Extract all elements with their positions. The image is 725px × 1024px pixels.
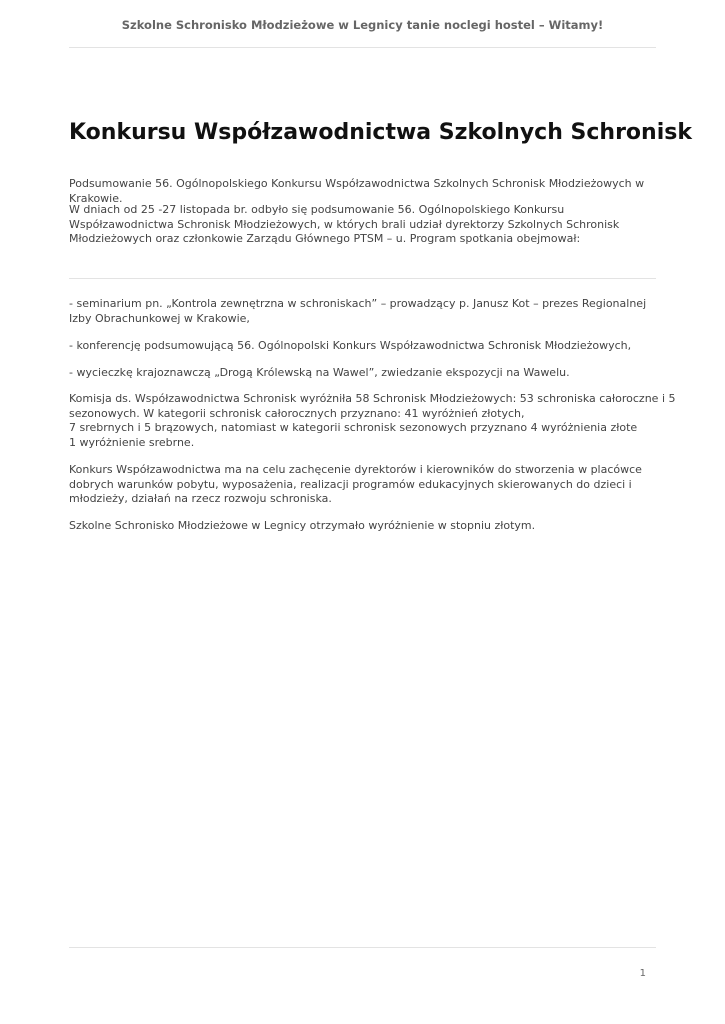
content-divider: [69, 278, 656, 279]
article-title: Konkursu Współzawodnictwa Szkolnych Schronisk: [69, 120, 692, 145]
program-item-seminar: - seminarium pn. „Kontrola zewnętrzna w schroniskach” – prowadzący p. Janusz Kot – prezes Regionalnej Izby Obrachunkowej w Krakowie,: [69, 297, 647, 325]
site-title-header: Szkolne Schronisko Młodzieżowe w Legnicy tanie noclegi hostel – Witamy!: [121, 18, 604, 32]
article-paragraph-program: W dniach od 25 -27 listopada br. odbyło się podsumowanie 56. Ogólnopolskiego Konkursu Współzawodnictwa Schronisk Młodzieżowych, w których brali udział dyrektorzy Szkolnych Schronisk Młodzieżowych oraz członkowie Zarządu Głównego PTSM – u. Program spotkania obejmował:: [69, 203, 620, 245]
commission-line: sezonowych. W kategorii schronisk całorocznych przyznano: 41 wyróżnień złotych,: [69, 406, 525, 420]
program-item-conference: - konferencję podsumowującą 56. Ogólnopolski Konkurs Współzawodnictwa Schronisk Młodzieżowych,: [69, 339, 632, 352]
header-divider: [69, 47, 656, 48]
article-intro: Podsumowanie 56. Ogólnopolskiego Konkursu Współzawodnictwa Szkolnych Schronisk Młodzieżowych w Krakowie.: [69, 177, 645, 205]
page-number: 1: [639, 968, 646, 979]
footer-divider: [69, 947, 656, 948]
commission-paragraph: [69, 392, 676, 450]
commission-line: 7 srebrnych i 5 brązowych, natomiast w kategorii schronisk sezonowych przyznano 4 wyróżnienia złote: [69, 421, 638, 434]
program-item-trip: - wycieczkę krajoznawczą „Drogą Królewską na Wawel”, zwiedzanie ekspozycji na Wawelu.: [69, 366, 570, 379]
award-result-paragraph: Szkolne Schronisko Młodzieżowe w Legnicy otrzymało wyróżnienie w stopniu złotym.: [69, 519, 536, 532]
commission-line: 1 wyróżnienie srebrne.: [69, 435, 195, 449]
commission-line: Komisja ds. Współzawodnictwa Schronisk wyróżniła 58 Schronisk Młodzieżowych: 53 schroniska całoroczne i 5: [69, 392, 676, 405]
contest-goal-paragraph: Konkurs Współzawodnictwa ma na celu zachęcenie dyrektorów i kierowników do stworzenia w placówce dobrych warunków pobytu, wyposażenia, realizacji programów edukacyjnych skierowanych do dzieci i młodzieży, działań na rzecz rozwoju schroniska.: [69, 463, 642, 505]
